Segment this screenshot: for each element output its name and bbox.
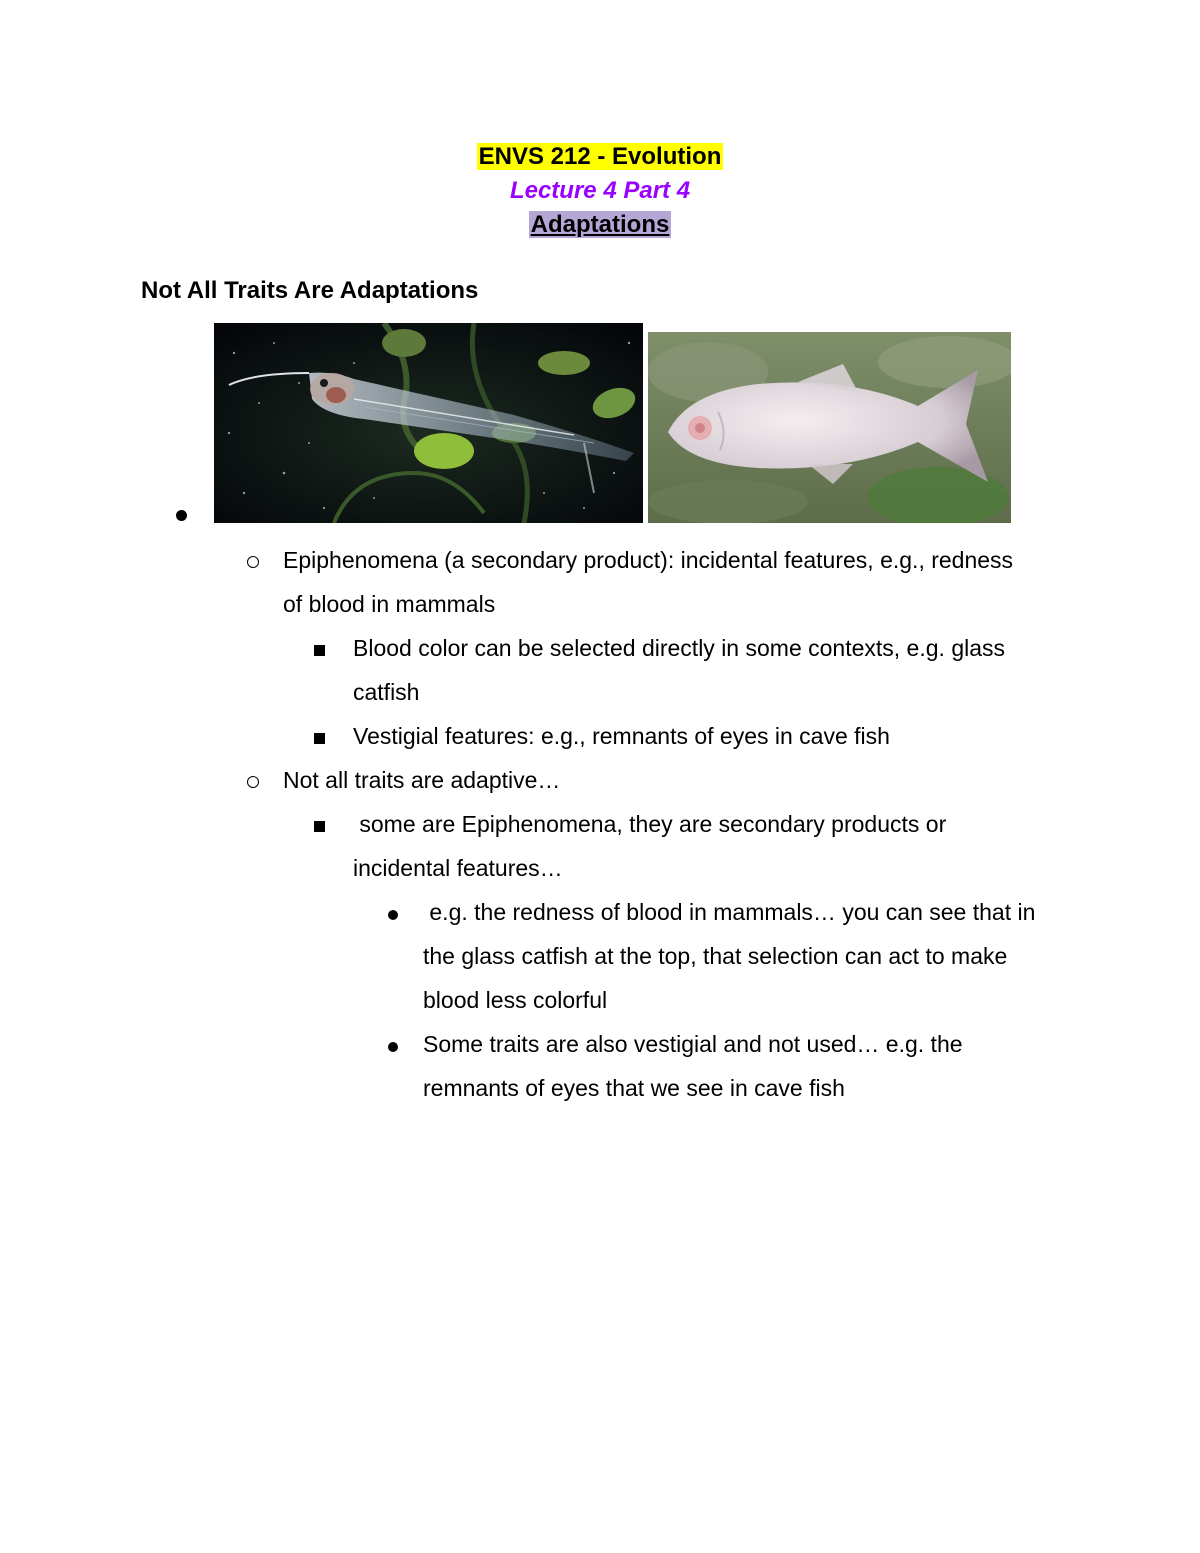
square-bullet-icon	[314, 821, 325, 832]
dot-bullet-icon	[388, 910, 398, 920]
circle-bullet-icon	[247, 776, 259, 788]
list-item	[0, 626, 1023, 714]
bullet-list	[0, 538, 1200, 1110]
list-item	[0, 890, 1063, 1022]
document-header	[0, 140, 1200, 242]
list-item-text: Some traits are also vestigial and not used… e.g. the remnants of eyes that we see in cave fish	[423, 1031, 963, 1101]
list-item-text: e.g. the redness of blood in mammals… you can see that in the glass catfish at the top, that selection can act to make blood less colorful	[423, 899, 1042, 1013]
square-bullet-icon	[314, 733, 325, 744]
list-item-text: Vestigial features: e.g., remnants of eyes in cave fish	[353, 723, 890, 749]
glass-catfish-photo	[214, 323, 643, 523]
list-item	[0, 758, 1023, 802]
list-item	[0, 538, 1023, 626]
list-item-text: Epiphenomena (a secondary product): incidental features, e.g., redness of blood in mammals	[283, 547, 1014, 617]
square-bullet-icon	[314, 645, 325, 656]
course-title: ENVS 212 - Evolution	[478, 143, 722, 170]
dot-bullet-icon	[388, 1042, 398, 1052]
list-item	[0, 802, 1023, 890]
lecture-title: Lecture 4 Part 4	[509, 177, 691, 204]
image-bullet	[0, 322, 1200, 524]
list-item-text: Not all traits are adaptive…	[283, 767, 561, 793]
list-item-text: some are Epiphenomena, they are secondary products or incidental features…	[353, 811, 953, 881]
cave-fish-photo	[648, 332, 1011, 523]
list-item	[0, 714, 1023, 758]
circle-bullet-icon	[247, 556, 259, 568]
list-item	[0, 1022, 1063, 1110]
section-title: Adaptations	[530, 211, 670, 238]
bullet-dot-icon	[176, 510, 187, 521]
list-item-text: Blood color can be selected directly in some contexts, e.g. glass catfish	[353, 635, 1006, 705]
heading-not-all-traits: Not All Traits Are Adaptations	[141, 277, 479, 304]
